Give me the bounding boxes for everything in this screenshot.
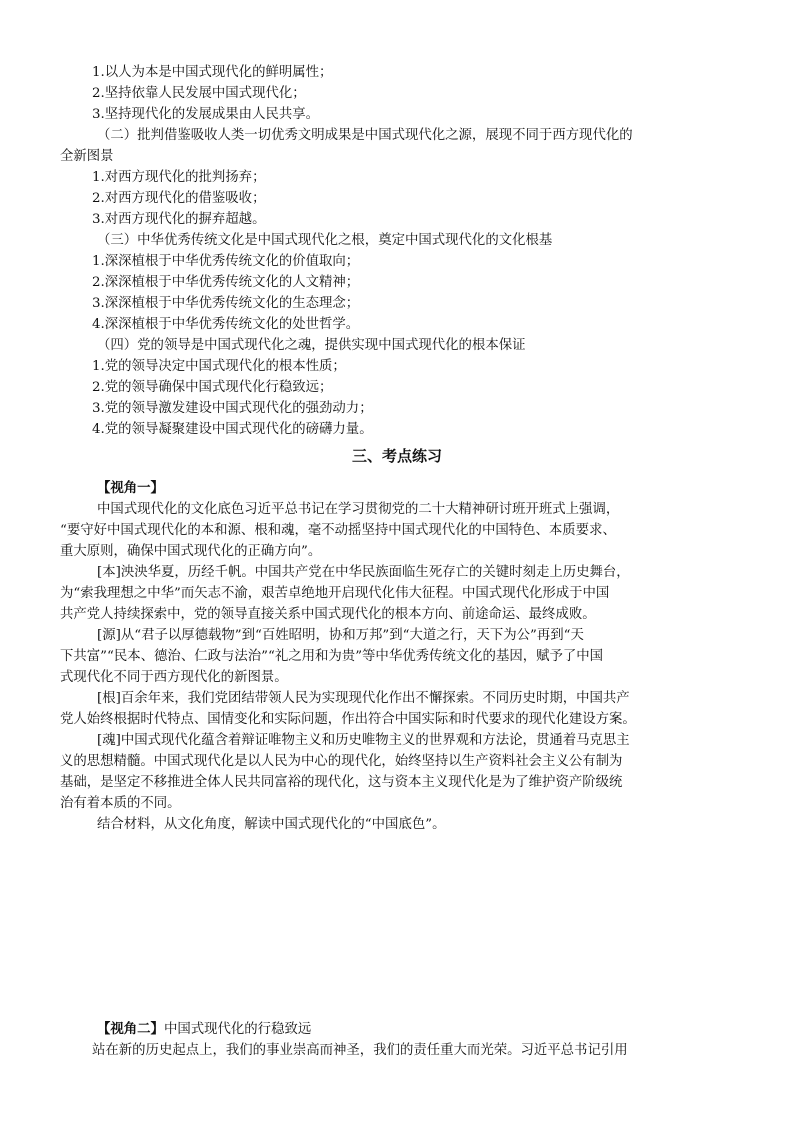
outline-s2-title-cont: 全新图景 (60, 149, 114, 164)
view1-paragraph-line: 义的思想精髓。中国式现代化是以人民为中心的现代化，始终坚持以生产资料社会主义公有制为 (60, 754, 623, 769)
view1-question: 结合材料，从文化角度，解读中国式现代化的“中国底色”。 (97, 817, 446, 832)
view1-paragraph-line: [根]百余年来，我们党团结带领人民为实现现代化作出不懈探索。不同历史时期，中国共产 (97, 691, 630, 706)
outline-s3-item: 4.深深植根于中华优秀传统文化的处世哲学。 (92, 317, 360, 332)
view1-paragraph-line: 中国式现代化的文化底色习近平总书记在学习贯彻党的二十大精神研讨班开班式上强调， (97, 502, 620, 517)
outline-s2-item: 3.对西方现代化的摒弃超越。 (92, 212, 266, 227)
view2-title: 中国式现代化的行稳致远 (163, 1022, 312, 1037)
view1-paragraph-line: 为“索我理想之中华”而矢志不渝，艰苦卓绝地开启现代化伟大征程。中国式现代化形成于中国 (60, 586, 610, 601)
view1-paragraph-line: “要守好中国式现代化的本和源、根和魂，毫不动摇坚持中国式现代化的中国特色、本质要求、 (60, 523, 616, 538)
outline-s3-item: 2.深深植根于中华优秀传统文化的人文精神； (92, 275, 360, 290)
outline-s1-item: 2.坚持依靠人民发展中国式现代化； (92, 86, 306, 101)
outline-s4-item: 2.党的领导确保中国式现代化行稳致远； (92, 380, 333, 395)
view2-header (97, 1019, 311, 1040)
view2-paragraph-line: 站在新的历史起点上，我们的事业崇高而神圣，我们的责任重大而光荣。习近平总书记引用 (92, 1043, 628, 1058)
outline-s1-item: 1.以人为本是中国式现代化的鲜明属性； (92, 65, 333, 80)
view1-paragraph-line: 基础，是坚定不移推进全体人民共同富裕的现代化，这与资本主义现代化是为了维护资产阶级统 (60, 775, 623, 790)
outline-s4-item: 3.党的领导激发建设中国式现代化的强劲动力； (92, 401, 373, 416)
outline-s2-item: 2.对西方现代化的借鉴吸收； (92, 191, 266, 206)
view1-paragraph-line: [本]泱泱华夏，历经千帆。中国共产党在中华民族面临生死存亡的关键时刻走上历史舞台， (97, 565, 630, 580)
outline-s2-title: （二）批判借鉴吸收人类一切优秀文明成果是中国式现代化之源，展现不同于西方现代化的 (97, 128, 633, 143)
view1-paragraph-line: [源]从“君子以厚德载物”到“百姓昭明，协和万邦”到“大道之行，天下为公”再到“天 (97, 628, 584, 643)
section-heading: 三、考点练习 (351, 447, 442, 465)
outline-s2-item: 1.对西方现代化的批判扬弃； (92, 170, 266, 185)
view1-paragraph-line: 下共富”“民本、德治、仁政与法治”“礼之用和为贵”等中华优秀传统文化的基因，赋予了中国 (60, 649, 604, 664)
view1-paragraph-line: 重大原则，确保中国式现代化的正确方向”。 (60, 544, 322, 559)
view1-label: 【视角一】 (97, 481, 164, 496)
view1-paragraph-line: 党人始终根据时代特点、国情变化和实际问题，作出符合中国实际和时代要求的现代化建设方案。 (60, 712, 636, 727)
outline-s4-item: 4.党的领导凝聚建设中国式现代化的磅礴力量。 (92, 422, 373, 437)
outline-s1-item: 3.坚持现代化的发展成果由人民共享。 (92, 107, 320, 122)
view1-paragraph-line: [魂]中国式现代化蕴含着辩证唯物主义和历史唯物主义的世界观和方法论，贯通着马克思主 (97, 733, 630, 748)
view1-paragraph-line: 治有着本质的不同。 (60, 796, 181, 811)
outline-s4-item: 1.党的领导决定中国式现代化的根本性质； (92, 359, 346, 374)
view1-paragraph-line: 共产党人持续探索中，党的领导直接关系中国式现代化的根本方向、前途命运、最终成败。 (60, 607, 596, 622)
view1-paragraph-line: 式现代化不同于西方现代化的新图景。 (60, 670, 288, 685)
view2-label: 【视角二】 (97, 1022, 164, 1037)
outline-s3-item: 1.深深植根于中华优秀传统文化的价值取向； (92, 254, 360, 269)
outline-s4-title: （四）党的领导是中国式现代化之魂，提供实现中国式现代化的根本保证 (97, 338, 526, 353)
outline-s3-title: （三）中华优秀传统文化是中国式现代化之根，奠定中国式现代化的文化根基 (97, 233, 553, 248)
outline-s3-item: 3.深深植根于中华优秀传统文化的生态理念； (92, 296, 360, 311)
